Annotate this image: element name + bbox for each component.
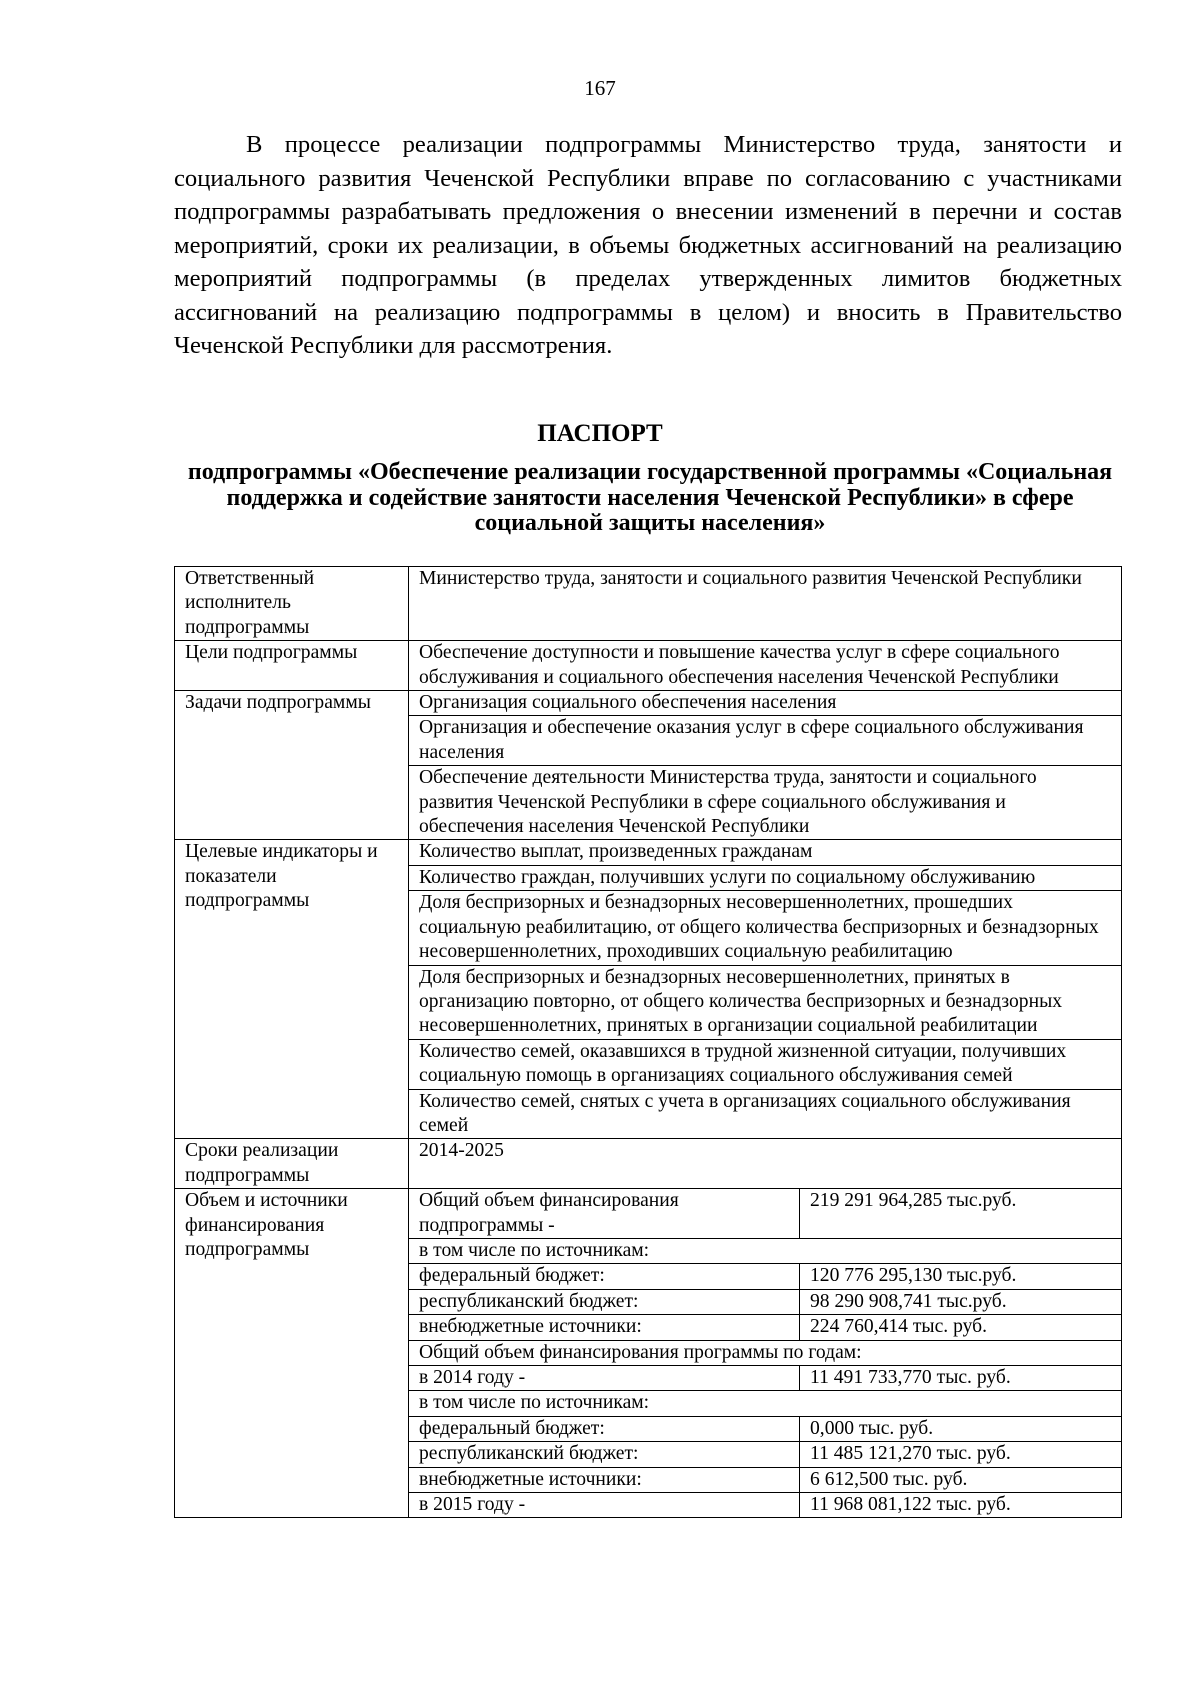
task-item: Организация и обеспечение оказания услуг в сфере социального обслуживания населения <box>409 715 1121 765</box>
passport-table <box>174 566 1122 1518</box>
indicator-item: Доля беспризорных и безнадзорных несовершеннолетних, прошедших социальную реабилитацию, от общего количества беспризорных и безнадзорных несовершеннолетних, проходивших социальную реабилитацию <box>409 890 1121 964</box>
indicators-list <box>409 840 1122 1139</box>
value-goals: Обеспечение доступности и повышение качества услуг в сфере социального обслуживания и социального обеспечения населения Чеченской Республики <box>409 641 1122 691</box>
page-number: 167 <box>584 76 616 100</box>
budget-offbudget-label: внебюджетные источники: <box>419 1316 642 1338</box>
budget-breakdown <box>409 1189 1122 1518</box>
label-responsible: Ответственный исполнитель подпрограммы <box>175 567 409 641</box>
indicator-item: Количество граждан, получивших услуги по социальному обслуживанию <box>409 865 1121 890</box>
budget-row <box>409 1289 1121 1314</box>
budget-sources-heading-2014: в том числе по источникам: <box>419 1392 650 1414</box>
budget-row <box>409 1238 1121 1263</box>
label-budget: Объем и источники финансирования подпрограммы <box>175 1189 409 1518</box>
budget-row <box>409 1189 1121 1238</box>
row-indicators <box>175 840 1122 1139</box>
task-item: Организация социального обеспечения населения <box>419 692 837 714</box>
passport-title: ПАСПОРТ <box>537 420 663 447</box>
budget-row <box>409 1263 1121 1288</box>
passport-subtitle: подпрограммы «Обеспечение реализации государственной программы «Социальная поддержка и содействие занятости населения Чеченской Республики» в сфере социальной защиты населения» <box>187 459 1113 536</box>
value-terms: 2014-2025 <box>409 1139 1122 1189</box>
budget-2014-label: в 2014 году - <box>419 1367 526 1388</box>
task-item: Обеспечение деятельности Министерства труда, занятости и социального развития Чеченской Республики в сфере социального обслуживания и обеспечения населения Чеченской Республики <box>409 765 1121 839</box>
row-tasks <box>175 691 1122 840</box>
row-terms <box>175 1139 1122 1189</box>
label-terms: Сроки реализации подпрограммы <box>175 1139 409 1189</box>
budget-2014-value: 11 491 733,770 тыс. руб. <box>799 1366 1121 1390</box>
row-responsible <box>175 567 1122 641</box>
budget-row <box>409 1467 1121 1492</box>
indicator-item: Количество выплат, произведенных гражданам <box>419 841 813 863</box>
budget-2015-label: в 2015 году - <box>419 1494 526 1516</box>
budget-by-years-heading: Общий объем финансирования программы по годам: <box>419 1341 862 1363</box>
budget-total-value: 219 291 964,285 тыс.руб. <box>799 1189 1121 1238</box>
budget-row <box>409 1441 1121 1466</box>
budget-offbudget-value: 224 760,414 тыс. руб. <box>799 1315 1121 1339</box>
indicator-item: Доля беспризорных и безнадзорных несовершеннолетних, принятых в организацию повторно, от общего количества беспризорных и безнадзорных несовершеннолетних, принятых в организации социальной реабилитации <box>409 965 1121 1039</box>
budget-row <box>409 1340 1121 1365</box>
budget-2014-federal-label: федеральный бюджет: <box>419 1417 605 1439</box>
budget-row <box>409 1390 1121 1415</box>
budget-2014-republic-label: республиканский бюджет: <box>419 1443 639 1465</box>
value-responsible: Министерство труда, занятости и социального развития Чеченской Республики <box>409 567 1122 641</box>
budget-republic-value: 98 290 908,741 тыс.руб. <box>799 1290 1121 1314</box>
budget-2014-offbudget-value: 6 612,500 тыс. руб. <box>799 1468 1121 1492</box>
budget-row <box>409 1314 1121 1339</box>
budget-sources-heading: в том числе по источникам: <box>419 1239 650 1261</box>
row-goals <box>175 641 1122 691</box>
budget-2014-offbudget-label: внебюджетные источники: <box>419 1468 642 1490</box>
budget-2014-federal-value: 0,000 тыс. руб. <box>799 1417 1121 1441</box>
budget-total-label: Общий объем финансирования подпрограммы - <box>419 1190 679 1236</box>
label-tasks: Задачи подпрограммы <box>175 691 409 840</box>
budget-federal-label: федеральный бюджет: <box>419 1265 605 1287</box>
indicator-item: Количество семей, снятых с учета в организациях социального обслуживания семей <box>409 1089 1121 1139</box>
tasks-list <box>409 691 1122 840</box>
indicator-item: Количество семей, оказавшихся в трудной жизненной ситуации, получивших социальную помощь в организациях социального обслуживания семей <box>409 1039 1121 1089</box>
intro-paragraph: В процессе реализации подпрограммы Министерство труда, занятости и социального развития Чеченской Республики вправе по согласованию с участниками подпрограммы разрабатывать предложения о внесении изменений в перечни и состав мероприятий, сроки их реализации, в объемы бюджетных ассигнований на реализацию мероприятий подпрограммы (в пределах утвержденных лимитов бюджетных ассигнований на реализацию подпрограммы в целом) и вносить в Правительство Чеченской Республики для рассмотрения. <box>174 131 1122 359</box>
label-indicators: Целевые индикаторы и показатели подпрограммы <box>175 840 409 1139</box>
budget-federal-value: 120 776 295,130 тыс.руб. <box>799 1264 1121 1288</box>
row-budget <box>175 1189 1122 1518</box>
budget-row <box>409 1416 1121 1441</box>
budget-row <box>409 1492 1121 1517</box>
label-goals: Цели подпрограммы <box>175 641 409 691</box>
budget-2014-republic-value: 11 485 121,270 тыс. руб. <box>799 1442 1121 1466</box>
budget-republic-label: республиканский бюджет: <box>419 1290 639 1312</box>
budget-2015-value: 11 968 081,122 тыс. руб. <box>799 1493 1121 1517</box>
budget-row <box>409 1365 1121 1390</box>
